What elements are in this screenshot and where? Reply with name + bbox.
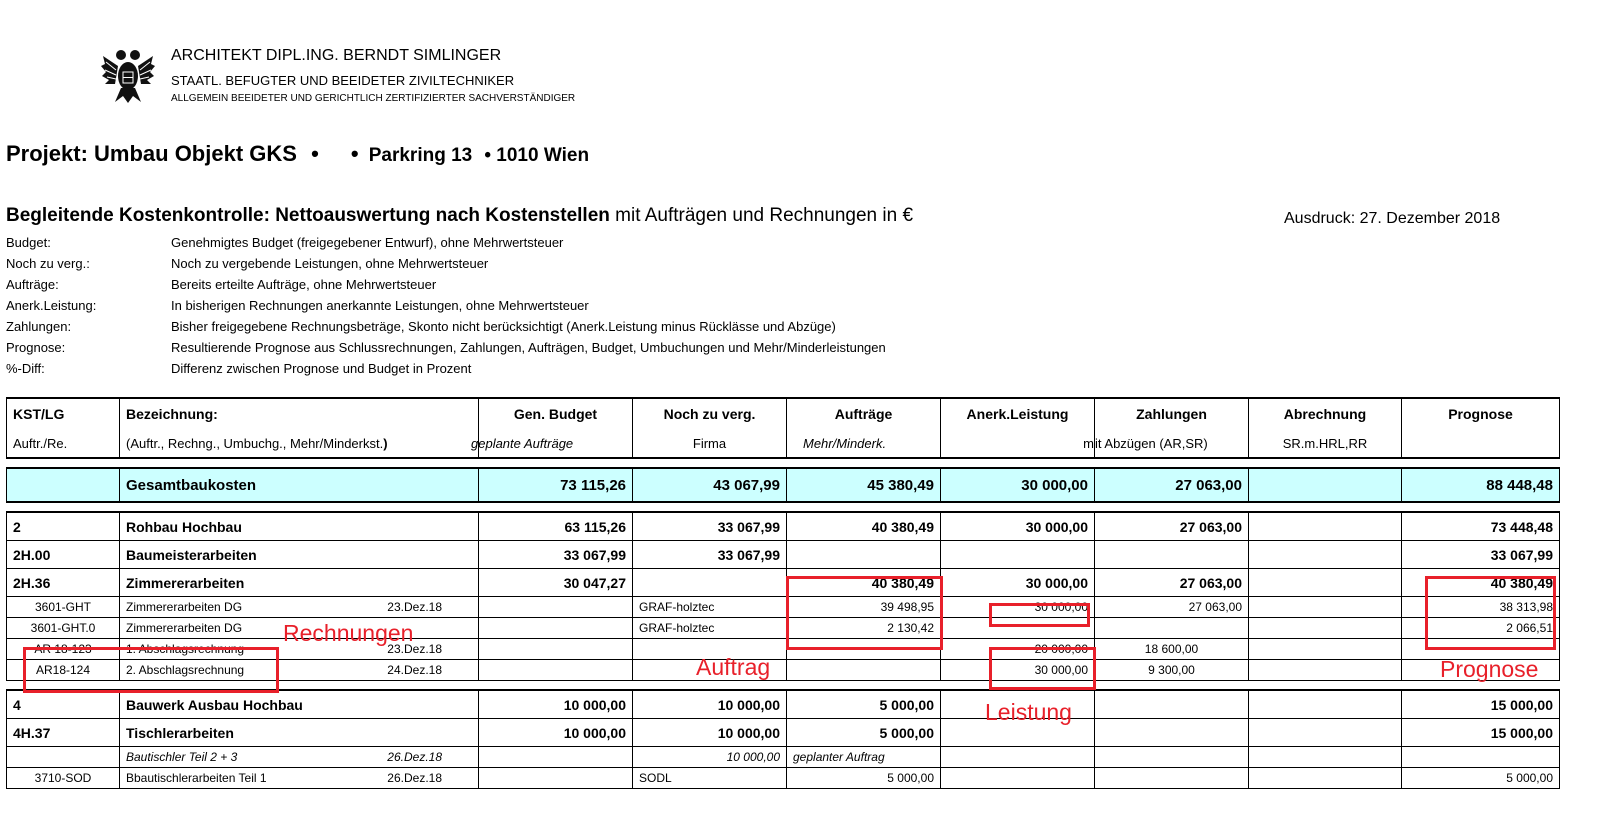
cell-auftr: 40 380,49 [787, 569, 941, 597]
col-header-noch: Noch zu verg. [633, 398, 787, 429]
annotation-leistung: Leistung [985, 699, 1072, 725]
cell-kst: 3710-SOD [7, 768, 120, 789]
cell-abr [1249, 468, 1402, 502]
cell-date: 26.Dez.18 [387, 750, 442, 764]
cell-auftr: 5 000,00 [787, 719, 941, 747]
cell-kst: AR 18-123 [7, 639, 120, 660]
cell-budget: 10 000,00 [479, 719, 633, 747]
cell-kst: AR18-124 [7, 660, 120, 681]
table-row [7, 618, 1560, 639]
cell-abr [1249, 618, 1402, 639]
firm-subtitle: STAATL. BEFUGTER UND BEEIDETER ZIVILTECHNIKER [171, 73, 515, 88]
spacer-row [7, 458, 1560, 468]
cell-anerk [941, 768, 1095, 789]
legend-term: Budget: [6, 235, 51, 250]
cell-auftr: geplanter Auftrag [787, 747, 941, 768]
table-row [7, 719, 1560, 747]
report-title-rest: mit Aufträgen und Rechnungen in € [609, 205, 914, 226]
firm-certification: ALLGEMEIN BEEIDETER UND GERICHTLICH ZERTIFIZIERTER SACHVERSTÄNDIGER [171, 93, 576, 104]
cell-budget: 30 047,27 [479, 569, 633, 597]
project-city: • 1010 Wien [484, 145, 590, 166]
col-header-zahlungen: Zahlungen [1095, 398, 1249, 429]
rechnungen-highlight-box [23, 647, 279, 693]
cell-bez-text: Bautischler Teil 2 + 3 [126, 750, 238, 764]
annotation-prognose: Prognose [1440, 656, 1539, 682]
subheader-budget [471, 429, 633, 458]
table-row [7, 512, 1560, 541]
cell-zahl [1095, 618, 1249, 639]
cell-abr [1249, 747, 1402, 768]
cell-bez-text: Zimmererarbeiten DG [126, 600, 243, 614]
cell-abr [1249, 512, 1402, 541]
legend-desc: In bisherigen Rechnungen anerkannte Leistungen, ohne Mehrwertsteuer [171, 298, 589, 313]
cell-auftr [787, 660, 941, 681]
col-header-abrechnung: Abrechnung [1249, 398, 1402, 429]
table-row [7, 597, 1560, 618]
legend-desc: Bisher freigegebene Rechnungsbeträge, Skonto nicht berücksichtigt (Anerk.Leistung minus Rücklässe und Abzüge) [171, 319, 836, 334]
table-row [7, 768, 1560, 789]
cell-auftr: 45 380,49 [787, 468, 941, 502]
subheader-auftr: Mehr/Minderk. [787, 429, 941, 458]
cell-bez: Gesamtbaukosten [120, 468, 479, 502]
cell-bez [120, 768, 479, 789]
subheader-prog [1402, 429, 1560, 458]
cell-abr [1249, 569, 1402, 597]
subheader-zahl: it Abzügen (AR,SR) [1095, 429, 1249, 458]
legend-term: Noch zu verg.: [6, 256, 90, 271]
prognose-highlight-box [1425, 576, 1556, 650]
cell-bez-text: Bbautischlerarbeiten Teil 1 [126, 771, 267, 785]
cell-zahl [1095, 541, 1249, 569]
cell-noch [633, 569, 787, 597]
col-header-auftraege: Aufträge [787, 398, 941, 429]
cell-prog: 5 000,00 [1402, 768, 1560, 789]
cell-bez: Tischlerarbeiten [120, 719, 479, 747]
cell-auftr: 5 000,00 [787, 690, 941, 719]
cell-kst: 2H.36 [7, 569, 120, 597]
cell-bez: Rohbau Hochbau [120, 512, 479, 541]
cell-prog: 38 313,98 [1402, 597, 1560, 618]
cell-budget: 73 115,26 [479, 468, 633, 502]
subheader-bez-close: ) [383, 435, 388, 451]
cell-bez: Baumeisterarbeiten [120, 541, 479, 569]
cell-bez [120, 597, 479, 618]
cell-budget: 33 067,99 [479, 541, 633, 569]
cell-zahl: 27 063,00 [1095, 468, 1249, 502]
cell-noch: 43 067,99 [633, 468, 787, 502]
cell-noch: 10 000,00 [633, 690, 787, 719]
cell-kst [7, 747, 120, 768]
cell-budget [479, 747, 633, 768]
cell-abr [1249, 639, 1402, 660]
cell-budget [479, 618, 633, 639]
col-header-anerk: Anerk.Leistung [941, 398, 1095, 429]
legend-desc: Resultierende Prognose aus Schlussrechnungen, Zahlungen, Aufträgen, Budget, Umbuchungen und Mehr/Minderleistungen [171, 340, 886, 355]
cell-noch: 10 000,00 [633, 719, 787, 747]
spacer-row [7, 502, 1560, 512]
cell-prog [1402, 747, 1560, 768]
auftrag-highlight-box [786, 576, 943, 650]
legend-term: Aufträge: [6, 277, 59, 292]
spacer [7, 502, 1560, 512]
cell-anerk: 30 000,00 [941, 660, 1095, 681]
total-row [7, 468, 1560, 502]
cell-anerk [941, 747, 1095, 768]
project-street: Parkring 13 [368, 145, 473, 166]
cell-zahl [1095, 719, 1249, 747]
cell-abr [1249, 541, 1402, 569]
cell-bez: Bauwerk Ausbau Hochbau [120, 690, 479, 719]
austrian-eagle-icon [101, 46, 155, 104]
subheader-kst: Auftr./Re. [7, 429, 120, 458]
cell-anerk [941, 541, 1095, 569]
cell-abr [1249, 719, 1402, 747]
col-header-budget: Gen. Budget [479, 398, 633, 429]
spacer [7, 458, 1560, 468]
cell-budget: 63 115,26 [479, 512, 633, 541]
table-row [7, 569, 1560, 597]
cell-anerk: 20 000,00 [941, 639, 1095, 660]
cell-noch: SODL [633, 768, 787, 789]
cell-zahl: 18 600,00 [1095, 639, 1249, 660]
cell-zahl [1095, 747, 1249, 768]
cell-anerk: 30 000,00 [941, 468, 1095, 502]
subheader-abr: SR.m.HRL,RR [1249, 429, 1402, 458]
table-subheader-row [7, 429, 1560, 458]
cell-noch: GRAF-holztec [633, 618, 787, 639]
cell-budget [479, 660, 633, 681]
cell-date: 23.Dez.18 [387, 642, 442, 656]
cell-auftr: 40 380,49 [787, 512, 941, 541]
project-bullet-2: • [350, 141, 359, 166]
cell-bez: Zimmererarbeiten DG [120, 618, 479, 639]
cell-anerk: 30 000,00 [941, 597, 1095, 618]
subheader-noch: Firma [633, 429, 787, 458]
leistung-highlight-box-1 [989, 603, 1090, 627]
cost-table [6, 397, 1560, 789]
legend-desc: Bereits erteilte Aufträge, ohne Mehrwertsteuer [171, 277, 437, 292]
col-header-prognose: Prognose [1402, 398, 1560, 429]
cell-kst [7, 468, 120, 502]
cell-auftr: 2 130,42 [787, 618, 941, 639]
firm-name: ARCHITEKT DIPL.ING. BERNDT SIMLINGER [171, 47, 502, 64]
cell-zahl: 9 300,00 [1095, 660, 1249, 681]
cell-anerk: 30 000,00 [941, 512, 1095, 541]
cell-kst: 4 [7, 690, 120, 719]
legend-term: Zahlungen: [6, 319, 72, 334]
project-bullet: • [311, 141, 319, 166]
project-label: Projekt: Umbau Objekt GKS [6, 141, 297, 166]
table-header-row [7, 398, 1560, 429]
annotation-auftrag: Auftrag [696, 654, 771, 680]
col-header-kst: KST/LG [7, 398, 120, 429]
report-title-bold: Begleitende Kostenkontrolle: Nettoauswertung nach Kostenstellen [6, 205, 610, 226]
cell-budget [479, 597, 633, 618]
cell-abr [1249, 690, 1402, 719]
cell-noch: GRAF-holztec [633, 597, 787, 618]
subheader-budget-text: geplante Aufträge [471, 435, 574, 451]
cell-prog: 2 066,51 [1402, 618, 1560, 639]
cell-prog: 73 448,48 [1402, 512, 1560, 541]
table-row [7, 541, 1560, 569]
table-row [7, 690, 1560, 719]
legend-desc: Differenz zwischen Prognose und Budget in Prozent [171, 361, 472, 376]
legend-term: Anerk.Leistung: [6, 298, 97, 313]
cell-prog: 15 000,00 [1402, 719, 1560, 747]
cell-kst: 3601-GHT.0 [7, 618, 120, 639]
cell-zahl [1095, 768, 1249, 789]
cell-budget: 10 000,00 [479, 690, 633, 719]
report-title [6, 205, 913, 227]
subheader-bez-text: (Auftr., Rechng., Umbuchg., Mehr/Minderkst. [126, 435, 384, 451]
cell-bez: Zimmererarbeiten [120, 569, 479, 597]
cell-noch: 33 067,99 [633, 512, 787, 541]
legend-desc: Genehmigtes Budget (freigegebener Entwurf), ohne Mehrwertsteuer [171, 235, 564, 250]
cell-zahl: 27 063,00 [1095, 597, 1249, 618]
cell-noch: 10 000,00 [633, 747, 787, 768]
cell-kst: 3601-GHT [7, 597, 120, 618]
cell-abr [1249, 597, 1402, 618]
cell-prog: 15 000,00 [1402, 690, 1560, 719]
cell-auftr: 39 498,95 [787, 597, 941, 618]
leistung-highlight-box-2 [989, 647, 1096, 690]
legend-term: %-Diff: [6, 361, 45, 376]
cell-zahl [1095, 690, 1249, 719]
cell-bez-text: 2. Abschlagsrechnung [126, 663, 245, 677]
cell-zahl: 27 063,00 [1095, 512, 1249, 541]
cell-date: 24.Dez.18 [387, 663, 442, 677]
subheader-bez [120, 429, 479, 458]
annotation-rechnungen: Rechnungen [283, 620, 414, 646]
col-header-bezeichnung: Bezeichnung: [120, 398, 479, 429]
legend-desc: Noch zu vergebende Leistungen, ohne Mehrwertsteuer [171, 256, 489, 271]
cell-noch: 33 067,99 [633, 541, 787, 569]
cell-budget [479, 639, 633, 660]
cell-auftr [787, 541, 941, 569]
cell-bez [120, 747, 479, 768]
cell-zahl: 27 063,00 [1095, 569, 1249, 597]
legend-term: Prognose: [6, 340, 66, 355]
cell-kst: 2 [7, 512, 120, 541]
project-title [6, 141, 589, 167]
cell-date: 26.Dez.18 [387, 771, 442, 785]
cell-kst: 4H.37 [7, 719, 120, 747]
cell-auftr: 5 000,00 [787, 768, 941, 789]
cell-budget [479, 768, 633, 789]
cell-anerk: 30 000,00 [941, 569, 1095, 597]
cell-prog: 88 448,48 [1402, 468, 1560, 502]
cell-abr [1249, 660, 1402, 681]
cell-kst: 2H.00 [7, 541, 120, 569]
cell-bez-text: 1. Abschlagsrechnung [126, 642, 245, 656]
print-date: Ausdruck: 27. Dezember 2018 [1284, 210, 1501, 227]
cell-prog: 33 067,99 [1402, 541, 1560, 569]
cell-abr [1249, 768, 1402, 789]
cell-date: 23.Dez.18 [387, 600, 442, 614]
cell-prog: 40 380,49 [1402, 569, 1560, 597]
subheader-zahl-prefix: m [941, 429, 1095, 458]
table-row [7, 747, 1560, 768]
